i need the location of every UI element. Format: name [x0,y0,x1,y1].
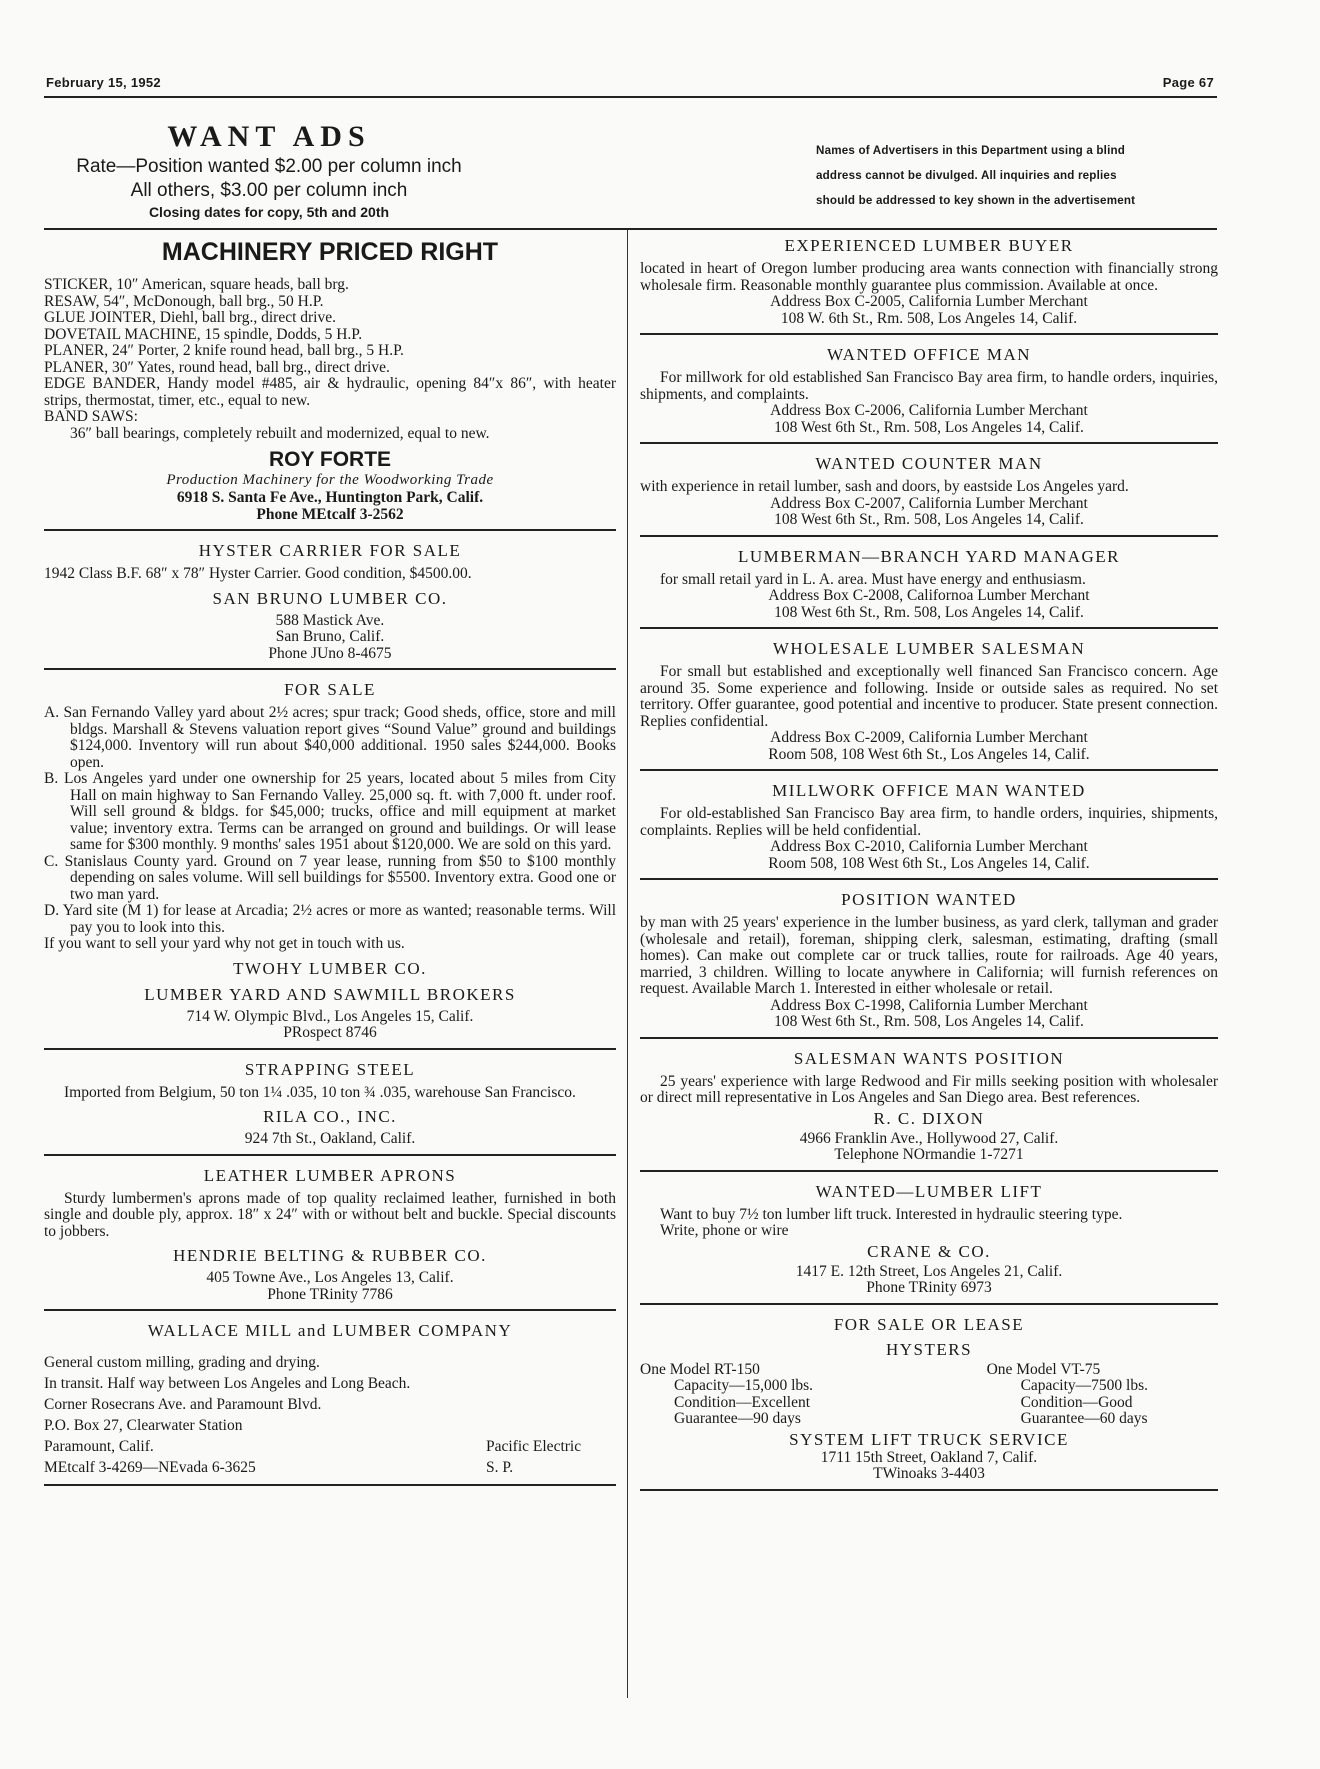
ad-title: LUMBERMAN—BRANCH YARD MANAGER [738,546,1120,566]
machine-item: BAND SAWS: [44,408,138,425]
page-number: Page 67 [1162,75,1214,90]
ad-line: Paramount, Calif. [44,1438,154,1455]
rate-others: All others, $3.00 per column inch [130,180,408,201]
address-line: 1417 E. 12th Street, Los Angeles 21, Calif. [795,1262,1063,1280]
ad-line: General custom milling, grading and drying. [44,1354,320,1371]
ad-body: for small retail yard in L. A. area. Must have energy and enthusiasm. [660,570,1086,588]
listing-item: B. Los Angeles yard under one ownership for 25 years, located about 5 miles from City Hall on main highway to San Fernando Valley. 25,000 sq. ft. with 7,000 ft. under roof. Will sell ground & bldgs. for $45,000; trucks, office and mill equipment at market value; inventory extra. Terms can be arranged on ground and buildings. Or will lease same for $300 monthly. 9 months' sales 1951 about $120,000. We are sold on this yard. [44,770,616,853]
ad-wallace-mill [44,1321,616,1486]
advertiser-name: ROY FORTE [268,448,392,471]
spec-line: Guarantee—60 days [1020,1410,1148,1427]
phone-line: Telephone NOrmandie 1-7271 [834,1146,1024,1163]
advertiser-name: CRANE & CO. [867,1241,991,1261]
ad-strapping-steel [44,1060,616,1156]
ad-title: MACHINERY PRICED RIGHT [161,238,499,266]
advertiser-address: 6918 S. Santa Fe Ave., Huntington Park, Calif. [176,489,484,506]
ad-counter-man [640,454,1218,537]
address-line: 1711 15th Street, Oakland 7, Calif. [820,1448,1038,1466]
phone-line: PRospect 8746 [283,1024,377,1041]
bandsaw-detail: 36″ ball bearings, completely rebuilt and modernized, equal to new. [70,424,490,442]
left-column [44,232,616,1496]
address-line: 714 W. Olympic Blvd., Los Angeles 15, Calif. [186,1007,474,1025]
hyster-model-left [640,1362,813,1428]
machine-item: EDGE BANDER, Handy model #485, air & hydraulic, opening 84″x 86″, with heater strips, thermostat, timer, etc., equal to new. [44,375,616,409]
box-address: 108 West 6th St., Rm. 508, Los Angeles 14, Calif. [774,511,1084,528]
advertiser-name: HENDRIE BELTING & RUBBER CO. [173,1246,487,1265]
address-line: 4966 Franklin Ave., Hollywood 27, Calif. [799,1129,1059,1147]
column-divider [627,230,628,1698]
phone-line: TWinoaks 3-4403 [873,1465,985,1482]
box-address: 108 West 6th St., Rm. 508, Los Angeles 14, Calif. [774,418,1084,436]
ad-body: Imported from Belgium, 50 ton 1¼ .035, 10 ton ¾ .035, warehouse San Francisco. [64,1083,576,1101]
ad-branch-manager [640,547,1218,630]
machine-item: DOVETAIL MACHINE, 15 spindle, Dodds, 5 H.P. [44,325,363,343]
ad-salesman-position [640,1049,1218,1172]
advertiser-name: RILA CO., INC. [263,1107,397,1126]
ad-title: EXPERIENCED LUMBER BUYER [784,236,1074,255]
spec-line: Condition—Excellent [674,1393,811,1411]
rate-position: Rate—Position wanted $2.00 per column inch [76,156,462,177]
phone-line: Phone TRinity 6973 [866,1279,992,1296]
ad-position-wanted [640,890,1218,1039]
spec-line: Condition—Good [1020,1393,1133,1411]
notice-line: address cannot be divulged. All inquiries and replies [816,169,1117,182]
advertiser-name: TWOHY LUMBER CO. [233,958,427,978]
ad-title: WANTED COUNTER MAN [815,454,1043,473]
address-line: 405 Towne Ave., Los Angeles 13, Calif. [206,1269,454,1286]
ad-title: WALLACE MILL and LUMBER COMPANY [147,1321,513,1340]
ad-title: STRAPPING STEEL [244,1059,416,1079]
box-address: Address Box C-2008, Californoa Lumber Merchant [768,587,1090,604]
ad-line: In transit. Half way between Los Angeles and Long Beach. [44,1375,411,1392]
box-address: 108 West 6th St., Rm. 508, Los Angeles 14, Calif. [774,1013,1084,1030]
ad-title: WHOLESALE LUMBER SALESMAN [772,639,1086,658]
ad-line-pair [44,1457,616,1478]
ad-line: S. P. [486,1459,514,1476]
ad-subtitle: HYSTERS [885,1339,973,1359]
box-address: 108 West 6th St., Rm. 508, Los Angeles 14, Calif. [774,603,1084,621]
ad-body: For small but established and exceptionally well financed San Francisco concern. Age around 35. Some experience and following. Inside or outside sales as required. No set territory. Offer guarantee, good potential and incentive to producer. State present connection. Replies confidential. [640,663,1218,730]
ad-hyster-carrier [44,541,616,670]
machine-item: STICKER, 10″ American, square heads, ball brg. [44,276,349,293]
ad-title: POSITION WANTED [841,890,1017,909]
spec-line: One Model VT-75 [986,1360,1101,1378]
ad-title: FOR SALE [284,680,376,699]
ad-body: 25 years' experience with large Redwood and Fir mills seeking position with wholesaler or direct mill representative in Los Angeles and San Diego area. Best references. [640,1072,1218,1106]
ad-body: located in heart of Oregon lumber producing area wants connection with financially strong wholesale firm. Reasonable monthly guarantee plus commission. Available at once. [640,260,1218,294]
address-line: 924 7th St., Oakland, Calif. [244,1130,416,1147]
advertiser-name: R. C. DIXON [873,1108,985,1128]
box-address: Address Box C-2009, California Lumber Merchant [770,729,1088,746]
notice-line: Names of Advertisers in this Department using a blind [816,144,1126,157]
ad-office-man [640,345,1218,444]
advertiser-subtitle: LUMBER YARD AND SAWMILL BROKERS [144,984,516,1004]
ad-wholesale-salesman [640,639,1218,771]
ad-title: WANTED—LUMBER LIFT [815,1181,1043,1201]
machine-item: GLUE JOINTER, Diehl, ball brg., direct drive. [44,309,336,326]
ad-title: WANTED OFFICE MAN [827,345,1031,364]
spec-line: Capacity—7500 lbs. [1020,1377,1148,1394]
advertiser-tagline: Production Machinery for the Woodworking Trade [166,472,494,488]
listing-item: D. Yard site (M 1) for lease at Arcadia; 2½ acres or more as wanted; reasonable terms. Will pay you to look into this. [44,902,616,936]
header-rule [44,96,1217,98]
ad-line: MEtcalf 3-4269—NEvada 6-3625 [44,1459,256,1476]
want-ads-title: WANT ADS [167,120,371,153]
listing-item: A. San Fernando Valley yard about 2½ acres; spur track; Good sheds, office, store and mill bldgs. Marshall & Stevens valuation report gives “Sound Value” ground and buildings $124,000. Inventory will run about $40,000 additional. 1950 sales $244,000. Books open. [44,704,616,771]
want-ads-heading [44,120,494,220]
ad-line: Corner Rosecrans Ave. and Paramount Blvd. [44,1396,322,1413]
machine-item: PLANER, 24″ Porter, 2 knife round head, ball brg., 5 H.P. [44,342,404,359]
box-address: 108 W. 6th St., Rm. 508, Los Angeles 14, Calif. [780,309,1078,327]
ad-line: P.O. Box 27, Clearwater Station [44,1417,243,1434]
phone-line: Phone TRinity 7786 [267,1285,393,1303]
phone-line: Phone JUno 8-4675 [268,644,392,662]
advertiser-name: SYSTEM LIFT TRUCK SERVICE [789,1429,1069,1449]
hyster-models [640,1362,1218,1428]
box-address: Address Box C-2007, California Lumber Merchant [770,494,1088,512]
box-address: Address Box C-2010, California Lumber Merchant [770,838,1088,855]
listing-item: C. Stanislaus County yard. Ground on 7 year lease, running from $50 to $100 monthly depending on sales volume. Will sell buildings for $5500. Inventory extra. Good one or two man yard. [44,852,616,903]
contact-instruction: Write, phone or wire [660,1222,789,1239]
ad-body: 1942 Class B.F. 68″ x 78″ Hyster Carrier. Good condition, $4500.00. [44,565,472,582]
ad-title: SALESMAN WANTS POSITION [793,1048,1065,1068]
machine-item: RESAW, 54″, McDonough, ball brg., 50 H.P. [44,292,324,310]
ad-line-pair [44,1436,616,1457]
address-line: San Bruno, Calif. [275,628,385,645]
ad-machinery [44,238,616,531]
right-column [640,232,1218,1501]
ad-title: MILLWORK OFFICE MAN WANTED [772,781,1086,800]
box-address: Address Box C-2006, California Lumber Merchant [770,402,1088,419]
advertiser-notice [816,138,1218,213]
ad-line: Pacific Electric [486,1438,582,1455]
ad-body: Sturdy lumbermen's aprons made of top quality reclaimed leather, furnished in both single and double ply, approx. 18″ x 24″ with or without belt and buckle. Special discounts to jobbers. [44,1189,616,1240]
ad-leather-aprons [44,1166,616,1312]
ad-body: with experience in retail lumber, sash and doors, by eastside Los Angeles yard. [640,478,1129,495]
spec-line: Guarantee—90 days [674,1410,801,1427]
closing-dates: Closing dates for copy, 5th and 20th [148,204,390,220]
box-address: Address Box C-2005, California Lumber Merchant [770,293,1088,310]
advertiser-phone: Phone MEtcalf 3-2562 [256,506,404,523]
ad-body: For old-established San Francisco Bay area firm, to handle orders, inquiries, shipments, complaints. Replies will be held confidential. [640,805,1218,839]
ad-hysters-lease [640,1315,1218,1491]
spec-line: One Model RT-150 [640,1360,760,1378]
ad-for-sale [44,680,616,1050]
advertiser-name: SAN BRUNO LUMBER CO. [212,588,448,608]
issue-date: February 15, 1952 [46,75,161,90]
ad-title: HYSTER CARRIER FOR SALE [198,541,462,560]
ad-lumber-lift [640,1182,1218,1305]
ad-millwork-office [640,781,1218,880]
box-address: Room 508, 108 West 6th St., Los Angeles 14, Calif. [768,854,1090,872]
box-address: Room 508, 108 West 6th St., Los Angeles 14, Calif. [768,745,1090,763]
machine-item: PLANER, 30″ Yates, round head, ball brg., direct drive. [44,358,390,376]
notice-line: should be addressed to key shown in the advertisement [816,194,1136,207]
ad-body: For millwork for old established San Francisco Bay area firm, to handle orders, inquiries, shipments, and complaints. [640,369,1218,403]
ad-title: FOR SALE OR LEASE [833,1314,1025,1334]
spec-line: Capacity—15,000 lbs. [674,1377,814,1394]
section-rule [44,228,1217,230]
ad-body: Want to buy 7½ ton lumber lift truck. Interested in hydraulic steering type. [660,1205,1123,1223]
hyster-model-right [987,1362,1218,1428]
box-address: Address Box C-1998, California Lumber Merchant [770,996,1088,1014]
address-line: 588 Mastick Ave. [275,611,385,629]
ad-title: LEATHER LUMBER APRONS [203,1165,457,1185]
ad-body: by man with 25 years' experience in the lumber business, as yard clerk, tallyman and grader (wholesale and retail), foreman, shipping clerk, salesman, estimating, drafting (small homes). Can make out complete car or truck tallies, route for railroads. Age 40 years, married, 3 children. Willing to locate anywhere in California; will furnish references on request. Available March 1. Interested in either wholesale or retail. [640,914,1218,997]
closing-line: If you want to sell your yard why not get in touch with us. [44,935,405,952]
ad-lumber-buyer [640,236,1218,335]
